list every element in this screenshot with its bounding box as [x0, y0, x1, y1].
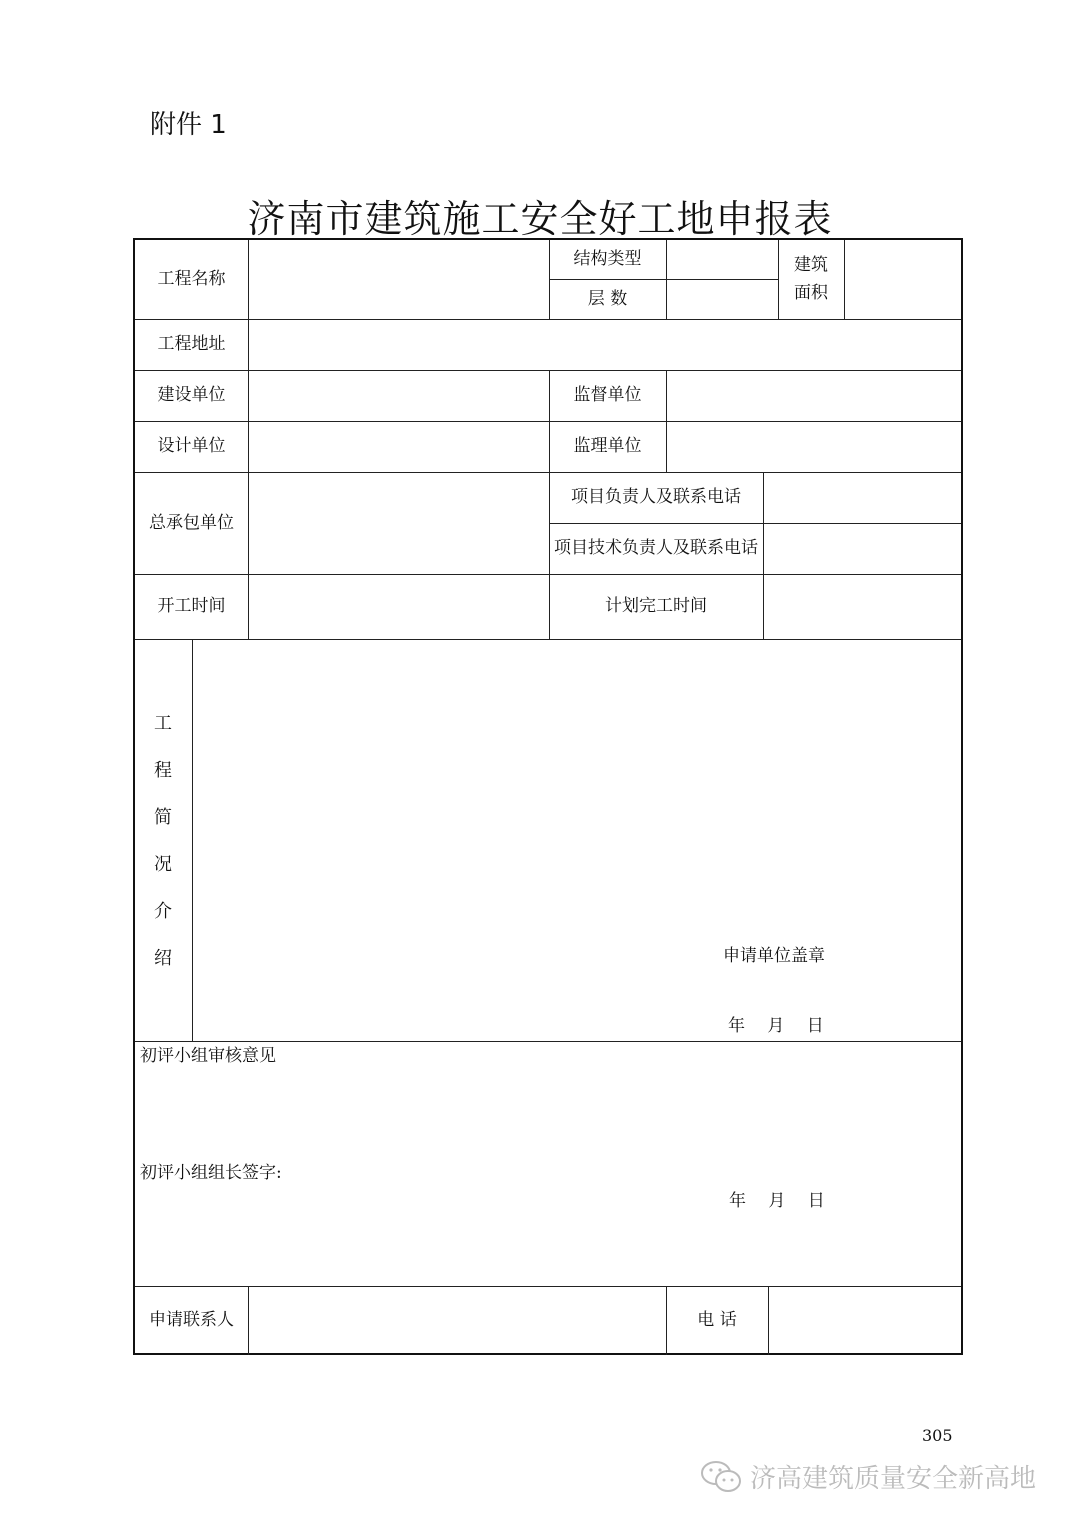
start-time-label: 开工时间 — [157, 596, 226, 617]
general-contractor-label: 总承包单位 — [149, 512, 234, 533]
divider — [135, 1286, 961, 1287]
intro-char: 介 — [154, 901, 172, 922]
application-form-table — [133, 238, 963, 1355]
page-number: 305 — [922, 1426, 953, 1445]
divider — [135, 370, 961, 371]
leader-signature-label: 初评小组组长签字: — [140, 1163, 282, 1183]
building-area-label — [778, 240, 844, 319]
intro-char: 况 — [154, 854, 172, 875]
page-title: 济南市建筑施工安全好工地申报表 — [247, 197, 833, 241]
review-date: 年 月 日 — [729, 1191, 825, 1211]
divider — [248, 1286, 249, 1355]
divider — [666, 240, 667, 319]
divider — [135, 574, 961, 575]
watermark-text: 济高建筑质量安全新高地 — [750, 1464, 1037, 1494]
building-area-label-line1: 建筑 — [794, 255, 828, 276]
structure-type-label: 结构类型 — [573, 249, 642, 270]
divider — [135, 421, 961, 422]
attachment-label: 附件 1 — [150, 110, 227, 140]
phone-label: 电 话 — [697, 1310, 737, 1331]
divider — [248, 240, 249, 639]
divider — [666, 370, 667, 472]
intro-char: 工 — [154, 713, 172, 734]
project-address-label: 工程地址 — [157, 334, 226, 355]
building-area-label-line2: 面积 — [794, 282, 828, 303]
divider — [768, 1286, 769, 1355]
watermark — [700, 1458, 1036, 1495]
construction-unit-label: 建设单位 — [157, 385, 226, 406]
contact-person-label: 申请联系人 — [149, 1310, 234, 1331]
floors-label: 层 数 — [587, 289, 628, 310]
divider — [135, 472, 961, 473]
divider — [192, 639, 193, 1041]
review-opinion-label: 初评小组审核意见 — [140, 1046, 276, 1066]
divider — [763, 472, 764, 639]
divider — [135, 319, 961, 320]
planned-completion-label: 计划完工时间 — [605, 596, 707, 617]
intro-char: 简 — [154, 807, 172, 828]
intro-char: 绍 — [154, 948, 172, 969]
divider — [844, 240, 845, 319]
design-unit-label: 设计单位 — [157, 436, 226, 457]
applicant-date: 年 月 日 — [728, 1016, 824, 1036]
divider — [135, 1041, 961, 1042]
project-manager-phone-label: 项目负责人及联系电话 — [571, 487, 741, 508]
intro-char: 程 — [154, 760, 172, 781]
project-name-label: 工程名称 — [157, 268, 226, 289]
supervision-unit-label: 监督单位 — [573, 385, 642, 406]
divider — [135, 639, 961, 640]
wechat-icon — [700, 1460, 744, 1494]
tech-manager-phone-label: 项目技术负责人及联系电话 — [554, 538, 758, 559]
project-intro-label — [148, 700, 178, 982]
supervisor-unit-label: 监理单位 — [573, 436, 642, 457]
applicant-seal-label: 申请单位盖章 — [723, 946, 825, 966]
